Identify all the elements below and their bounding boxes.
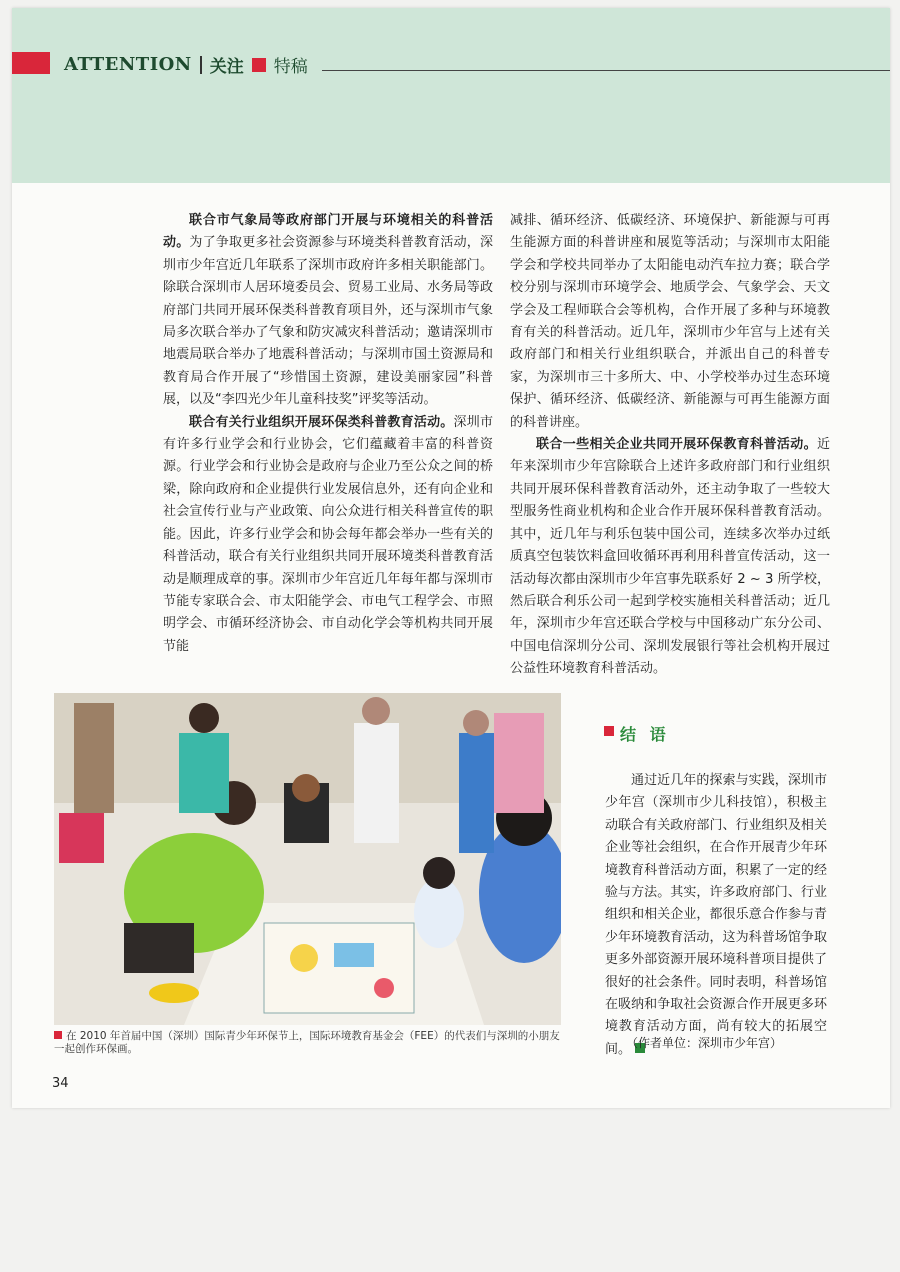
left-paragraph-2 [163,412,493,658]
red-square-icon [252,58,266,72]
header-rule [322,70,890,71]
right-paragraph-1 [510,210,830,434]
author-affiliation: （作者单位：深圳市少年宫） [626,1036,783,1050]
section-header [64,52,308,77]
paragraph-text: 减排、循环经济、低碳经济、环境保护、新能源与可再生能源方面的科普讲座和展览等活动；与深圳市太阳能学会和学校共同举办了太阳能电动汽车拉力赛；联合学校分别与深圳市环境学会、地质学会、气象学会、天文学会及工程师联合会等机构，合作开展了多种与环境教育有关的科普活动。近几年，深圳市少年宫与上述有关政府部门和相关行业组织联合，并派出自己的科普专家，为深圳市三十多所大、中、小学校举办过生态环境保护、循环经济、低碳经济、新能源与可再生能源方面的科普讲座。 [510,213,830,430]
conclusion-body [605,770,827,1061]
conclusion-title: 结 语 [620,725,670,744]
right-column [510,210,830,681]
section-label-feature: 特稿 [273,57,308,77]
section-label-cn: 关注 [209,57,244,77]
left-paragraph-1 [163,210,493,412]
lead-heading: 联合一些相关企业共同开展环保教育科普活动。 [536,437,817,453]
paragraph-text: 近年来深圳市少年宫除联合上述许多政府部门和行业组织共同开展环保科普教育活动外，还主动争取了一些较大型服务性商业机构和企业合作开展环保科普教育活动。其中，近几年与利乐包装中国公司，连续多次举办过纸质真空包装饮料盒回收循环再利用科普宣传活动，这一活动每次都由深圳市少年宫事先联系好 2 ~ 3 所学校，然后联合利乐公司一起到学校实施相关科普活动；近几年，深圳市少年宫还联合学校与中国移动广东分公司、中国电信深圳分公司、深圳发展银行等社会机构开展过公益性环境教育科普活动。 [510,437,830,677]
caption-text: 在 2010 年首届中国（深圳）国际青少年环保节上，国际环境教育基金会（FEE）的代表们与深圳的小朋友一起创作环保画。 [54,1030,560,1055]
right-paragraph-2 [510,434,830,680]
section-label-en: ATTENTION [64,54,192,75]
conclusion-paragraph [605,770,827,1061]
photo-illustration [54,693,561,1025]
paragraph-text: 深圳市有许多行业学会和行业协会，它们蕴藏着丰富的科普资源。行业学会和行业协会是政府与企业乃至公众之间的桥梁，除向政府和企业提供行业发展信息外，还有向企业和社会宣传行业与产业政策、向公众进行相关科普宣传的职能。因此，许多行业学会和协会每年都会举办一些有关的科普活动，联合有关行业组织共同开展环境类科普教育活动是顺理成章的事。深圳市少年宫近几年每年都与深圳市节能专家联合会、市太阳能学会、市电气工程学会、市照明学会、市循环经济协会、市自动化学会等机构共同开展节能 [163,414,493,654]
page-header-band [12,8,890,183]
left-column [163,210,493,658]
paragraph-text: 为了争取更多社会资源参与环境类科普教育活动，深圳市少年宫近几年联系了深圳市政府许多相关职能部门。除联合深圳市人居环境委员会、贸易工业局、水务局等政府部门共同开展环保类科普教育项目外，还与深圳市气象局多次联合举办了气象和防灾减灾科普活动；邀请深圳市地震局联合举办了地震科普活动；与深圳市国土资源局和教育局合作开展了“珍惜国土资源，建设美丽家园”科普展，以及“李四光少年儿童科技奖”评奖等活动。 [163,235,493,408]
photo-caption [54,1030,564,1056]
section-marker-icon [604,726,614,736]
page-number: 34 [52,1076,69,1091]
section-divider [200,56,202,74]
paragraph-text: 通过近几年的探索与实践，深圳市少年宫（深圳市少儿科技馆），积极主动联合有关政府部门、行业组织及相关企业等社会组织，在合作开展青少年环境教育科普活动方面，积累了一定的经验与方法。其实，许多政府部门、行业组织和相关企业，都很乐意合作参与青少年环境教育活动，这为科普场馆争取更多外部资源开展环境科普项目提供了很好的社会条件。同时表明，科普场馆在吸纳和争取社会资源合作开展更多环境教育活动方面，尚有较大的拓展空间。 [605,773,827,1057]
corner-logo-block [12,52,50,74]
lead-heading: 联合市气象局等政府部门开展与环境相关的科普活动。 [163,213,493,251]
caption-marker-icon [54,1031,62,1039]
lead-heading: 联合有关行业组织开展环保类科普教育活动。 [189,414,454,430]
event-photo [54,693,561,1025]
